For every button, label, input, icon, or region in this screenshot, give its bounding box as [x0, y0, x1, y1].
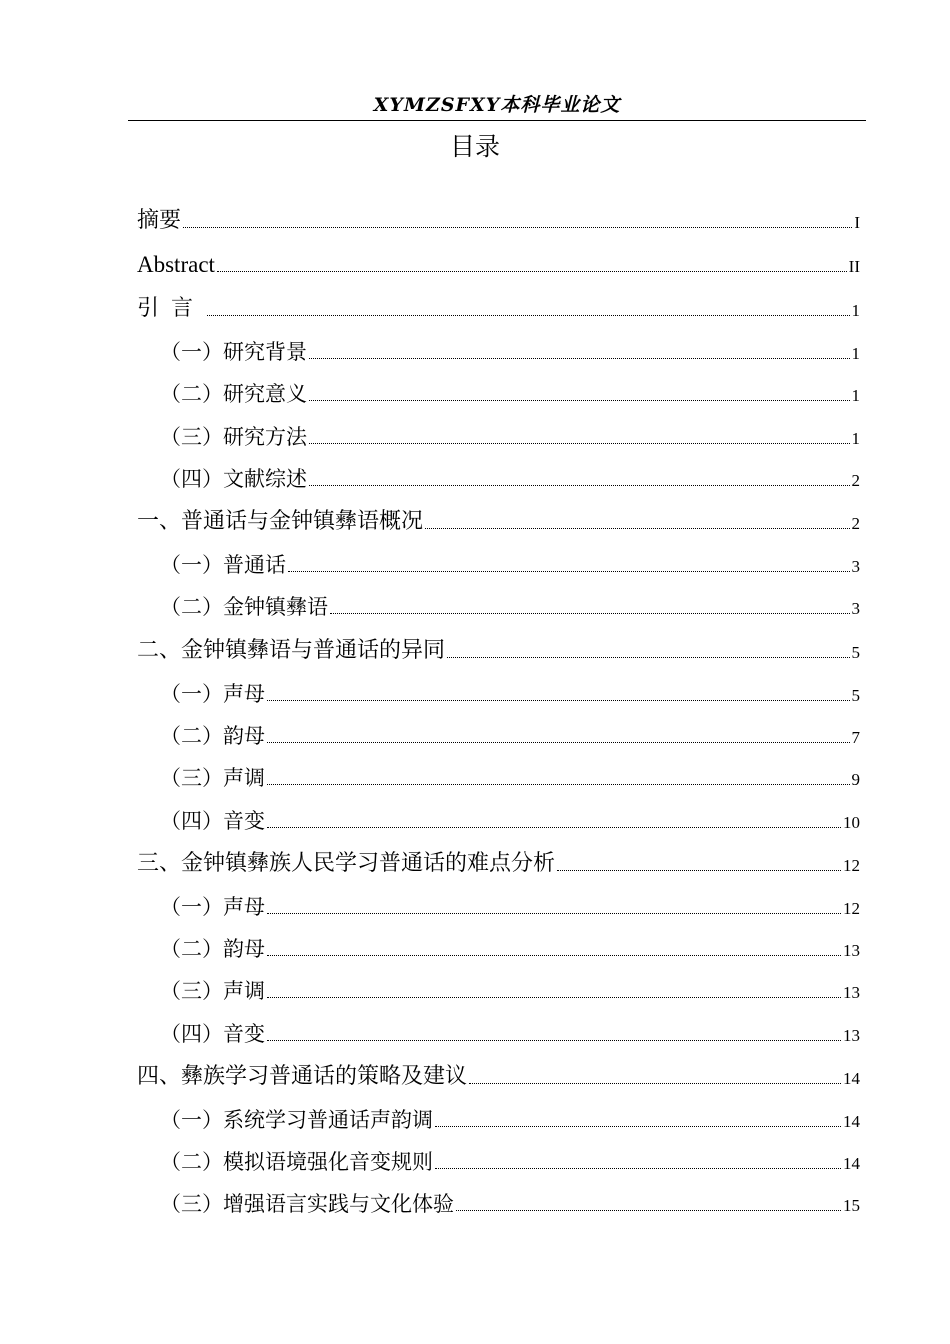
toc-page-number: 1 [851, 429, 860, 448]
toc-leader [267, 827, 841, 828]
toc-entry[interactable] [160, 335, 860, 365]
toc-leader [207, 315, 849, 316]
toc-entry-label: 一、普通话与金钟镇彝语概况 [137, 509, 424, 534]
toc-entry-label: （二）研究意义 [160, 382, 307, 406]
toc-leader [267, 913, 841, 914]
toc-leader [183, 227, 852, 228]
toc-page-number: 12 [843, 856, 860, 875]
toc-page-number: II [848, 257, 860, 276]
toc-entry-label: 四、彝族学习普通话的策略及建议 [137, 1064, 468, 1089]
toc-page-number: 2 [851, 514, 860, 533]
toc-entry-label: （二）韵母 [160, 724, 265, 748]
toc-entry-label: （一）声母 [160, 682, 265, 706]
toc-page-number: 9 [851, 770, 860, 789]
toc-entry[interactable] [160, 590, 860, 620]
toc-entry-label: （三）声调 [160, 979, 265, 1003]
toc-entry[interactable] [160, 761, 860, 791]
toc-leader [267, 700, 850, 701]
toc-page-number: 15 [843, 1196, 860, 1215]
toc-entry[interactable] [160, 377, 860, 407]
toc-leader [330, 613, 850, 614]
toc-page-number: 7 [851, 728, 860, 747]
toc-entry[interactable] [160, 548, 860, 578]
toc-entry-abstract-en[interactable] [137, 248, 860, 278]
toc-page-number: 1 [851, 344, 860, 363]
toc-leader [288, 571, 850, 572]
toc-entry[interactable] [160, 890, 860, 920]
toc-entry-label: 引言 [137, 296, 206, 321]
toc-leader [469, 1083, 841, 1084]
toc-page-number: 5 [851, 686, 860, 705]
toc-leader [435, 1168, 841, 1169]
toc-title: 目录 [449, 132, 500, 161]
toc-entry-label: 三、金钟镇彝族人民学习普通话的难点分析 [137, 851, 556, 876]
toc-leader [435, 1126, 841, 1127]
toc-entry[interactable] [160, 719, 860, 749]
toc-page-number: 14 [843, 1154, 860, 1173]
toc-page-number: 3 [851, 599, 860, 618]
toc-entry-label: （一）普通话 [160, 553, 286, 577]
header-text: XYMZSFXY本科毕业论文 [373, 94, 621, 116]
toc-leader [557, 870, 841, 871]
toc-page-number: 14 [843, 1069, 860, 1088]
toc-entry-label: （三）研究方法 [160, 425, 307, 449]
toc-entry-introduction[interactable] [137, 292, 860, 322]
toc-entry[interactable] [160, 1145, 860, 1175]
toc-entry-label: （一）研究背景 [160, 340, 307, 364]
toc-page-number: 2 [851, 471, 860, 490]
toc-page-number: 13 [843, 1026, 860, 1045]
toc-entry[interactable] [160, 932, 860, 962]
toc-page-number: 1 [851, 301, 860, 320]
toc-leader [447, 657, 849, 658]
toc-entry[interactable] [160, 420, 860, 450]
toc-entry[interactable] [160, 462, 860, 492]
toc-leader [267, 742, 850, 743]
toc-leader [267, 784, 850, 785]
toc-page-number: 3 [851, 557, 860, 576]
toc-entry-label: （二）金钟镇彝语 [160, 595, 328, 619]
toc-page-number: 10 [843, 813, 860, 832]
toc-page-number: 1 [851, 386, 860, 405]
toc-entry[interactable] [160, 974, 860, 1004]
toc-leader [267, 1040, 841, 1041]
toc-entry-label: Abstract [137, 252, 215, 277]
toc-entry[interactable] [160, 1187, 860, 1217]
toc-entry-abstract-cn[interactable] [137, 204, 860, 234]
toc-leader [267, 997, 841, 998]
toc-page-number: 13 [843, 983, 860, 1002]
toc-leader [456, 1210, 841, 1211]
toc-entry-chapter-4[interactable] [137, 1060, 860, 1090]
toc-entry[interactable] [160, 1103, 860, 1133]
toc-entry-label: （四）音变 [160, 1022, 265, 1046]
toc-entry-label: 二、金钟镇彝语与普通话的异同 [137, 638, 446, 663]
toc-leader [309, 485, 850, 486]
toc-leader [309, 400, 850, 401]
toc-leader [267, 955, 841, 956]
toc-page-number: 5 [851, 643, 860, 662]
toc-leader [309, 443, 850, 444]
page-header [128, 92, 866, 121]
toc-entry-label: （一）声母 [160, 895, 265, 919]
toc-entry-label: （四）文献综述 [160, 467, 307, 491]
toc-entry-label: （三）增强语言实践与文化体验 [160, 1192, 454, 1216]
toc-entry[interactable] [160, 804, 860, 834]
toc-leader [309, 358, 850, 359]
toc-page-number: 13 [843, 941, 860, 960]
toc-entry[interactable] [160, 1017, 860, 1047]
toc-entry-label: 摘要 [137, 208, 182, 233]
toc-entry-chapter-2[interactable] [137, 634, 860, 664]
toc-leader [425, 528, 849, 529]
toc-entry-chapter-1[interactable] [137, 505, 860, 535]
toc-entry-label: （二）韵母 [160, 937, 265, 961]
toc-entry-label: （一）系统学习普通话声韵调 [160, 1108, 433, 1132]
toc-entry-label: （四）音变 [160, 809, 265, 833]
toc-entry-chapter-3[interactable] [137, 847, 860, 877]
toc-page-number: 12 [843, 899, 860, 918]
toc-leader [217, 271, 847, 272]
toc-entry-label: （三）声调 [160, 766, 265, 790]
toc-entry-label: （二）模拟语境强化音变规则 [160, 1150, 433, 1174]
toc-entry[interactable] [160, 677, 860, 707]
toc-page-number: I [854, 213, 860, 232]
toc-page-number: 14 [843, 1112, 860, 1131]
